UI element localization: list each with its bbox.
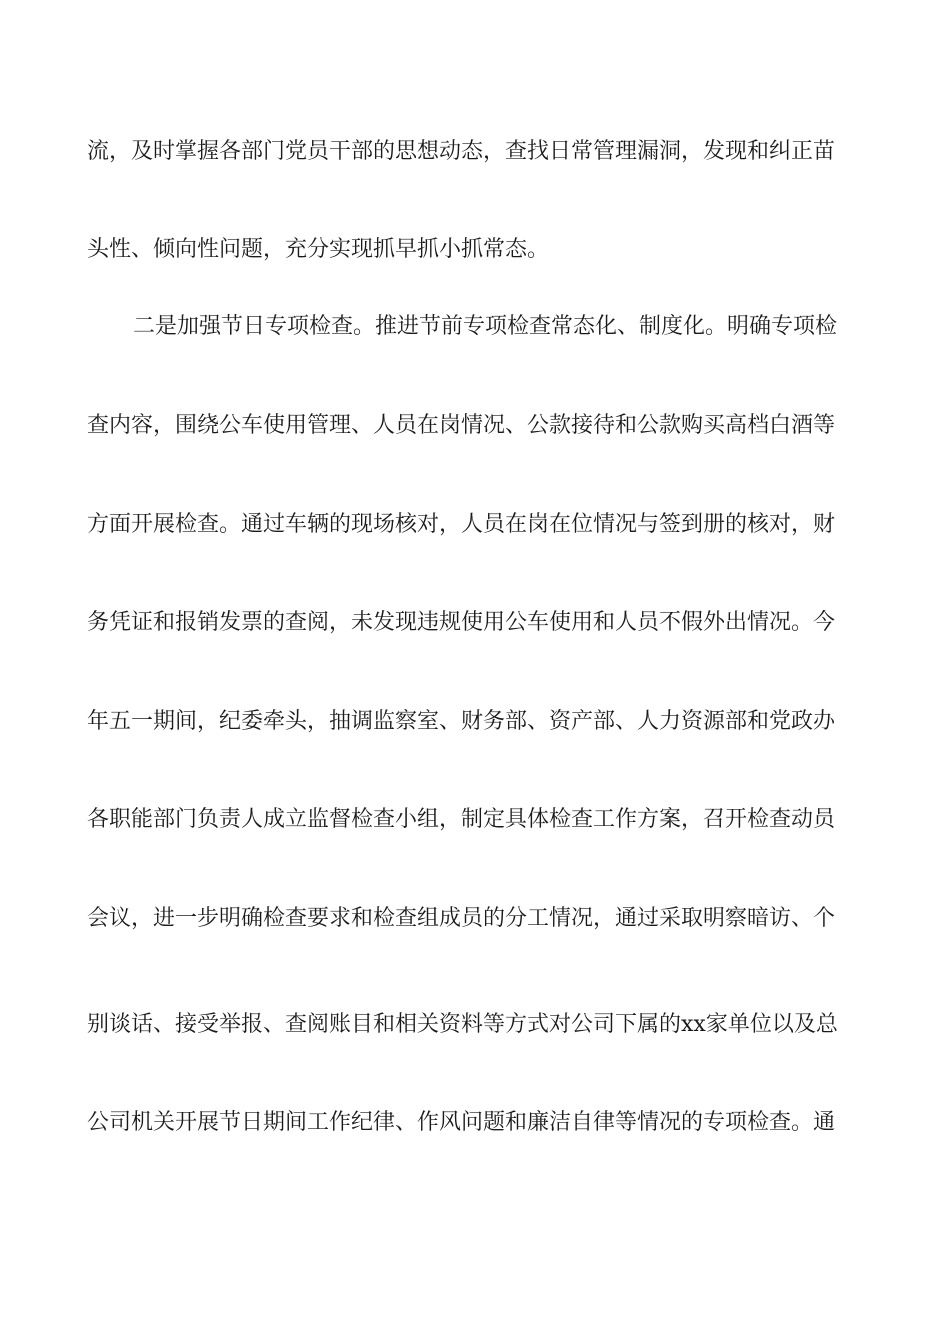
body-text-line: 公司机关开展节日期间工作纪律、作风问题和廉洁自律等情况的专项检查。通 bbox=[87, 1110, 836, 1135]
body-text-line: 会议，进一步明确检查要求和检查组成员的分工情况，通过采取明察暗访、个 bbox=[87, 906, 836, 931]
body-text-line: 别谈话、接受举报、查阅账目和相关资料等方式对公司下属的xx家单位以及总 bbox=[87, 1012, 838, 1037]
paragraph-first-line: 二是加强节日专项检查。推进节前专项检查常态化、制度化。明确专项检 bbox=[133, 314, 838, 339]
body-text-line: 年五一期间，纪委牵头，抽调监察室、财务部、资产部、人力资源部和党政办 bbox=[87, 709, 836, 734]
body-text-line: 务凭证和报销发票的查阅，未发现违规使用公车使用和人员不假外出情况。今 bbox=[87, 610, 836, 635]
body-text-line: 各职能部门负责人成立监督检查小组，制定具体检查工作方案，召开检查动员 bbox=[87, 807, 836, 832]
body-text-line: 流，及时掌握各部门党员干部的思想动态，查找日常管理漏洞，发现和纠正苗 bbox=[87, 139, 836, 164]
body-text-line: 查内容，围绕公车使用管理、人员在岗情况、公款接待和公款购买高档白酒等 bbox=[87, 413, 836, 438]
body-text-line: 头性、倾向性问题，充分实现抓早抓小抓常态。 bbox=[87, 237, 550, 262]
body-text-line: 方面开展检查。通过车辆的现场核对，人员在岗在位情况与签到册的核对，财 bbox=[87, 512, 836, 537]
